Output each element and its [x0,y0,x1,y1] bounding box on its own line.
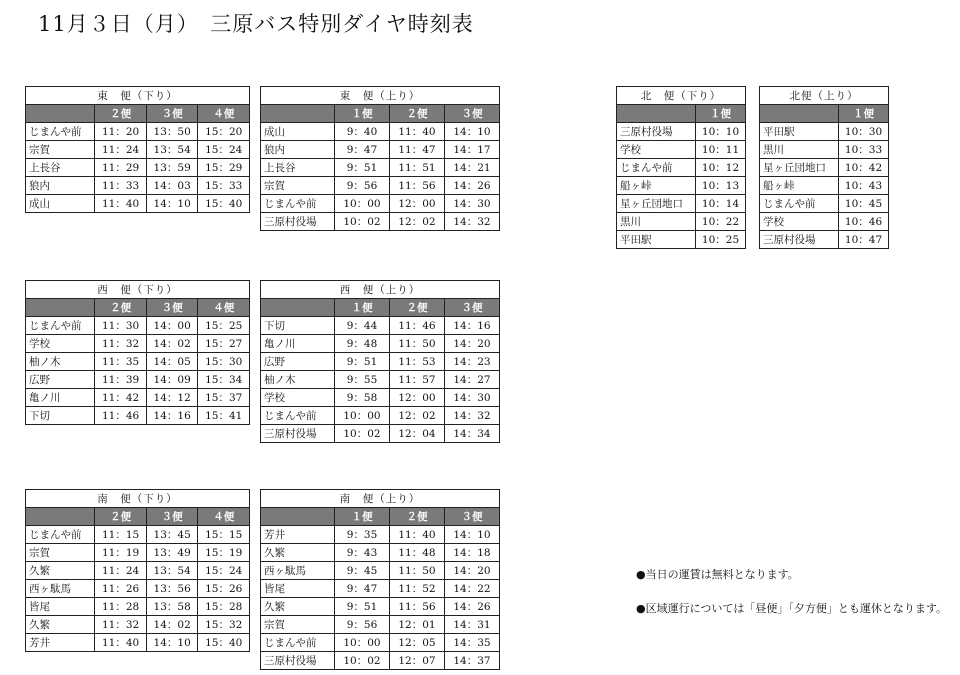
departure-time: 10：30 [839,123,889,141]
departure-time: 14：26 [444,177,499,195]
trip-header: ２便 [389,299,444,317]
stop-name: じまんや前 [261,407,335,425]
stop-name: 亀ノ川 [26,389,95,407]
departure-time: 9：48 [334,335,389,353]
table-row [617,159,746,177]
stop-name: 三原村役場 [760,231,839,249]
header-blank-cell [26,105,95,123]
table-row [26,317,250,335]
table-caption: 北 便（下り） [617,87,746,105]
table-row [617,177,746,195]
header-row [261,508,500,526]
table-row [261,123,500,141]
departure-time: 14：00 [146,317,198,335]
header-row [26,299,250,317]
table-row [26,123,250,141]
departure-time: 11：39 [95,371,147,389]
departure-time: 14：22 [444,580,499,598]
departure-time: 11：32 [95,335,147,353]
table-row [261,371,500,389]
table-row [261,407,500,425]
table-row [261,580,500,598]
table-row [26,616,250,634]
table-row [261,652,500,670]
departure-time: 14：16 [444,317,499,335]
trip-header: ２便 [95,299,147,317]
departure-time: 14：03 [146,177,198,195]
stop-name: 学校 [26,335,95,353]
trip-header: ２便 [389,508,444,526]
departure-time: 9：56 [334,616,389,634]
departure-time: 15：28 [198,598,250,616]
stop-name: 亀ノ川 [261,335,335,353]
departure-time: 11：33 [95,177,147,195]
table-row [26,634,250,652]
departure-time: 14：32 [444,407,499,425]
departure-time: 11：35 [95,353,147,371]
stop-name: 三原村役場 [261,425,335,443]
table-row [26,389,250,407]
table-row [261,526,500,544]
table-caption: 南 便（上り） [261,490,500,508]
departure-time: 12：01 [389,616,444,634]
table-row [26,159,250,177]
table-caption: 東 便（下り） [26,87,250,105]
table-row [261,544,500,562]
departure-time: 14：21 [444,159,499,177]
departure-time: 9：56 [334,177,389,195]
trip-header: ４便 [198,105,250,123]
table-row [261,634,500,652]
departure-time: 10：13 [696,177,746,195]
departure-time: 14：30 [444,389,499,407]
departure-time: 10：14 [696,195,746,213]
header-row [261,105,500,123]
departure-time: 14：35 [444,634,499,652]
trip-header: ３便 [444,508,499,526]
departure-time: 14：16 [146,407,198,425]
departure-time: 10：00 [334,407,389,425]
stop-name: 黒川 [617,213,696,231]
departure-time: 9：40 [334,123,389,141]
stop-name: じまんや前 [26,317,95,335]
departure-time: 11：53 [389,353,444,371]
departure-time: 9：58 [334,389,389,407]
timetable-east-down [25,86,250,213]
departure-time: 11：26 [95,580,147,598]
stop-name: 皆尾 [26,598,95,616]
departure-time: 11：30 [95,317,147,335]
stop-name: 学校 [760,213,839,231]
table-row [261,159,500,177]
departure-time: 14：10 [146,195,198,213]
departure-time: 9：47 [334,580,389,598]
departure-time: 11：32 [95,616,147,634]
stop-name: 久繁 [261,544,335,562]
departure-time: 10：00 [334,634,389,652]
table-caption: 南 便（下り） [26,490,250,508]
table-row [261,616,500,634]
departure-time: 12：02 [389,407,444,425]
stop-name: 久繁 [261,598,335,616]
stop-name: 下切 [26,407,95,425]
table-row [617,231,746,249]
stop-name: 宗賀 [261,616,335,634]
table-row [617,195,746,213]
departure-time: 11：19 [95,544,147,562]
trip-header: ４便 [198,508,250,526]
departure-time: 9：51 [334,598,389,616]
header-blank-cell [26,299,95,317]
header-row [617,105,746,123]
table-row [26,371,250,389]
departure-time: 15：24 [198,141,250,159]
departure-time: 13：59 [146,159,198,177]
departure-time: 15：29 [198,159,250,177]
trip-header: ３便 [444,105,499,123]
stop-name: 宗賀 [26,544,95,562]
stop-name: 学校 [261,389,335,407]
table-row [261,562,500,580]
departure-time: 14：02 [146,616,198,634]
stop-name: 船ヶ峠 [617,177,696,195]
stop-name: 広野 [261,353,335,371]
stop-name: 船ヶ峠 [760,177,839,195]
table-row [26,544,250,562]
departure-time: 9：45 [334,562,389,580]
departure-time: 13：56 [146,580,198,598]
departure-time: 14：05 [146,353,198,371]
departure-time: 10：10 [696,123,746,141]
departure-time: 9：44 [334,317,389,335]
stop-name: 宗賀 [26,141,95,159]
departure-time: 14：32 [444,213,499,231]
timetable-north-down [616,86,746,249]
departure-time: 11：50 [389,562,444,580]
departure-time: 14：12 [146,389,198,407]
trip-header: ２便 [95,508,147,526]
departure-time: 11：46 [95,407,147,425]
stop-name: 狼内 [26,177,95,195]
departure-time: 15：37 [198,389,250,407]
stop-name: 西ヶ駄馬 [261,562,335,580]
table-row [261,213,500,231]
departure-time: 14：10 [444,526,499,544]
stop-name: 皆尾 [261,580,335,598]
departure-time: 14：30 [444,195,499,213]
departure-time: 14：34 [444,425,499,443]
departure-time: 14：17 [444,141,499,159]
stop-name: 西ヶ駄馬 [26,580,95,598]
departure-time: 14：20 [444,562,499,580]
departure-time: 11：47 [389,141,444,159]
table-caption: 北便（上り） [760,87,889,105]
header-blank-cell [26,508,95,526]
timetable-west-down [25,280,250,425]
departure-time: 9：55 [334,371,389,389]
stop-name: 成山 [261,123,335,141]
table-row [261,425,500,443]
departure-time: 10：12 [696,159,746,177]
stop-name: じまんや前 [617,159,696,177]
header-blank-cell [760,105,839,123]
departure-time: 9：35 [334,526,389,544]
stop-name: じまんや前 [26,526,95,544]
table-row [26,177,250,195]
departure-time: 12：07 [389,652,444,670]
departure-time: 10：02 [334,213,389,231]
table-caption: 東 便（上り） [261,87,500,105]
stop-name: 星ヶ丘団地口 [617,195,696,213]
page-title: 11月３日（月） 三原バス特別ダイヤ時刻表 [38,12,474,36]
departure-time: 10：00 [334,195,389,213]
departure-time: 10：25 [696,231,746,249]
stop-name: じまんや前 [760,195,839,213]
departure-time: 11：15 [95,526,147,544]
stop-name: 星ヶ丘団地口 [760,159,839,177]
departure-time: 13：54 [146,141,198,159]
departure-time: 9：51 [334,159,389,177]
stop-name: 狼内 [261,141,335,159]
departure-time: 15：26 [198,580,250,598]
departure-time: 10：42 [839,159,889,177]
table-row [26,598,250,616]
departure-time: 12：05 [389,634,444,652]
table-row [261,141,500,159]
table-row [617,141,746,159]
table-row [26,526,250,544]
stop-name: じまんや前 [261,195,335,213]
table-row [261,177,500,195]
table-row [760,123,889,141]
departure-time: 11：51 [389,159,444,177]
departure-time: 12：00 [389,389,444,407]
departure-time: 10：46 [839,213,889,231]
table-row [261,195,500,213]
trip-header: ３便 [146,508,198,526]
trip-header: ２便 [389,105,444,123]
departure-time: 11：42 [95,389,147,407]
departure-time: 15：24 [198,562,250,580]
timetable-north-up [759,86,889,249]
departure-time: 11：52 [389,580,444,598]
departure-time: 15：19 [198,544,250,562]
stop-name: 柚ノ木 [261,371,335,389]
departure-time: 10：47 [839,231,889,249]
header-blank-cell [261,105,335,123]
timetable-south-down [25,489,250,652]
stop-name: 宗賀 [261,177,335,195]
departure-time: 14：20 [444,335,499,353]
header-row [760,105,889,123]
departure-time: 10：43 [839,177,889,195]
departure-time: 10：22 [696,213,746,231]
departure-time: 13：50 [146,123,198,141]
stop-name: 上長谷 [261,159,335,177]
departure-time: 11：40 [95,195,147,213]
stop-name: 三原村役場 [617,123,696,141]
stop-name: じまんや前 [261,634,335,652]
timetable-south-up [260,489,500,670]
departure-time: 15：25 [198,317,250,335]
departure-time: 11：57 [389,371,444,389]
trip-header: ３便 [444,299,499,317]
departure-time: 15：32 [198,616,250,634]
departure-time: 14：09 [146,371,198,389]
trip-header: ４便 [198,299,250,317]
trip-header: ３便 [146,299,198,317]
timetable-west-up [260,280,500,443]
trip-header: １便 [334,299,389,317]
note-demand-service-suspended: ●区域運行については「昼便」「夕方便」とも運休となります。 [636,602,947,615]
table-row [760,141,889,159]
table-row [261,353,500,371]
departure-time: 15：34 [198,371,250,389]
departure-time: 9：43 [334,544,389,562]
header-blank-cell [617,105,696,123]
stop-name: 久繁 [26,562,95,580]
stop-name: 芳井 [261,526,335,544]
trip-header: ３便 [146,105,198,123]
stop-name: 下切 [261,317,335,335]
departure-time: 11：56 [389,177,444,195]
departure-time: 14：18 [444,544,499,562]
table-row [760,195,889,213]
table-row [261,317,500,335]
note-fare-free: ●当日の運賃は無料となります。 [636,568,799,581]
stop-name: 学校 [617,141,696,159]
departure-time: 11：28 [95,598,147,616]
table-row [26,195,250,213]
header-blank-cell [261,508,335,526]
trip-header: １便 [334,105,389,123]
stop-name: 広野 [26,371,95,389]
departure-time: 11：24 [95,141,147,159]
table-row [617,123,746,141]
table-row [261,598,500,616]
stop-name: 久繁 [26,616,95,634]
departure-time: 14：02 [146,335,198,353]
departure-time: 11：20 [95,123,147,141]
header-row [26,508,250,526]
stop-name: 三原村役場 [261,213,335,231]
departure-time: 13：54 [146,562,198,580]
stop-name: 芳井 [26,634,95,652]
departure-time: 14：10 [444,123,499,141]
departure-time: 11：40 [389,123,444,141]
departure-time: 13：49 [146,544,198,562]
departure-time: 9：47 [334,141,389,159]
departure-time: 14：10 [146,634,198,652]
stop-name: 三原村役場 [261,652,335,670]
header-row [261,299,500,317]
table-row [26,407,250,425]
trip-header: ２便 [95,105,147,123]
departure-time: 10：33 [839,141,889,159]
departure-time: 15：41 [198,407,250,425]
departure-time: 15：15 [198,526,250,544]
departure-time: 10：45 [839,195,889,213]
table-row [261,389,500,407]
departure-time: 14：31 [444,616,499,634]
table-row [760,231,889,249]
table-row [760,177,889,195]
departure-time: 14：26 [444,598,499,616]
departure-time: 11：46 [389,317,444,335]
table-row [261,335,500,353]
trip-header: １便 [696,105,746,123]
departure-time: 11：24 [95,562,147,580]
departure-time: 11：50 [389,335,444,353]
table-row [26,335,250,353]
departure-time: 11：56 [389,598,444,616]
departure-time: 14：37 [444,652,499,670]
departure-time: 10：02 [334,425,389,443]
stop-name: 柚ノ木 [26,353,95,371]
stop-name: 平田駅 [760,123,839,141]
table-row [26,353,250,371]
departure-time: 15：20 [198,123,250,141]
table-caption: 西 便（上り） [261,281,500,299]
stop-name: じまんや前 [26,123,95,141]
departure-time: 15：40 [198,634,250,652]
stop-name: 平田駅 [617,231,696,249]
table-row [617,213,746,231]
stop-name: 黒川 [760,141,839,159]
header-row [26,105,250,123]
table-row [760,159,889,177]
departure-time: 13：45 [146,526,198,544]
departure-time: 9：51 [334,353,389,371]
header-blank-cell [261,299,335,317]
trip-header: １便 [839,105,889,123]
departure-time: 10：02 [334,652,389,670]
departure-time: 11：40 [95,634,147,652]
departure-time: 11：29 [95,159,147,177]
trip-header: １便 [334,508,389,526]
departure-time: 15：27 [198,335,250,353]
stop-name: 上長谷 [26,159,95,177]
table-caption: 西 便（下り） [26,281,250,299]
table-row [26,580,250,598]
departure-time: 11：40 [389,526,444,544]
departure-time: 14：27 [444,371,499,389]
departure-time: 14：23 [444,353,499,371]
departure-time: 15：30 [198,353,250,371]
departure-time: 15：40 [198,195,250,213]
table-row [26,562,250,580]
departure-time: 12：00 [389,195,444,213]
stop-name: 成山 [26,195,95,213]
departure-time: 13：58 [146,598,198,616]
departure-time: 11：48 [389,544,444,562]
departure-time: 15：33 [198,177,250,195]
timetable-east-up [260,86,500,231]
departure-time: 12：02 [389,213,444,231]
table-row [26,141,250,159]
table-row [760,213,889,231]
departure-time: 12：04 [389,425,444,443]
departure-time: 10：11 [696,141,746,159]
